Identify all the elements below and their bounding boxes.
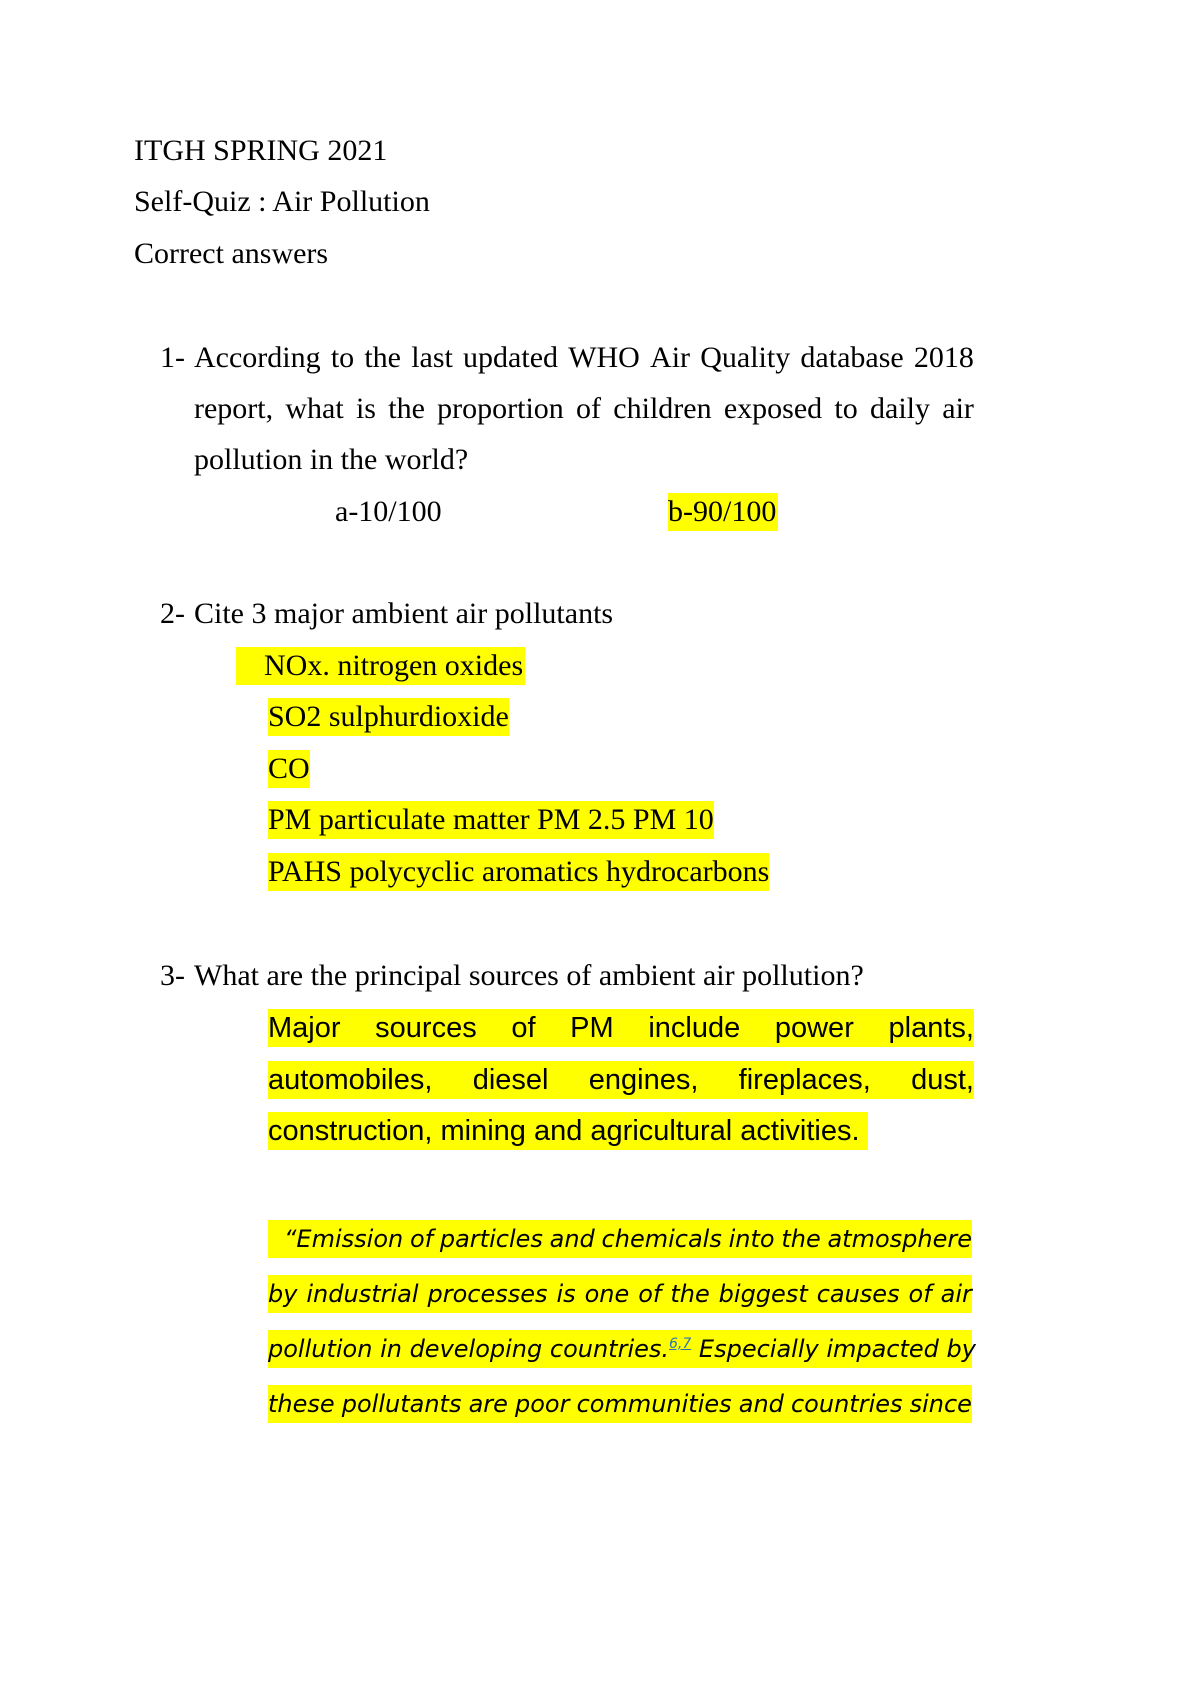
q3-quote-segment: Especially impacted by [691,1335,976,1363]
q3-quote-word: industrial [306,1280,419,1308]
q1-word: According [194,341,321,374]
q2-number: 2- [160,597,185,630]
q1-word: 2018 [913,341,974,374]
q3-answer-word: Major [268,1012,341,1044]
q1-word: air [942,392,974,425]
q3-question: What are the principal sources of ambient air pollution? [194,959,864,992]
q1-word: daily [870,392,930,425]
q3-quote-word: pollutants [341,1390,462,1418]
q3-quote-word: “Emission [284,1225,404,1253]
q1-word: proportion [437,392,564,425]
q1-word: children [613,392,712,425]
q3-quote-word: processes [427,1280,548,1308]
q3-answer-word: engines, [588,1064,699,1096]
q3-answer-line3: construction, mining and agricultural activities. [268,1112,868,1150]
q1-word: the [388,392,425,425]
q2-answer-co: CO [268,750,310,788]
quiz-subtitle: Self-Quiz : Air Pollution [134,185,430,218]
q3-answer-word: dust, [911,1064,974,1096]
q1-option-b-correct: b-90/100 [668,493,778,531]
q2-answer-nox: NOx. nitrogen oxides [236,647,525,685]
q3-answer-word: power [774,1012,854,1044]
q3-answer-word: PM [570,1012,614,1044]
q3-answer-line2 [268,1061,974,1099]
q3-quote-word: of [908,1280,932,1308]
q3-answer-word: include [648,1012,741,1044]
q3-quote-word: biggest [718,1280,808,1308]
q1-word: is [355,392,376,425]
q2-answer-pahs: PAHS polycyclic aromatics hydrocarbons [268,853,769,891]
q1-word: to [330,341,355,374]
q3-number: 3- [160,959,185,992]
q1-word: the [364,341,401,374]
q1-word: WHO [568,341,640,374]
correct-answers-label: Correct answers [134,237,329,270]
q2-answer-pm: PM particulate matter PM 2.5 PM 10 [268,801,714,839]
q3-quote-word: one [584,1280,630,1308]
q1-word: database [800,341,904,374]
document-title: ITGH SPRING 2021 [134,134,388,167]
q1-line2 [194,390,974,428]
q1-word: to [834,392,858,425]
q2-question: Cite 3 major ambient air pollutants [194,597,614,630]
q3-quote-word: of [409,1225,434,1253]
q3-quote-line3 [268,1330,976,1368]
q3-quote-word: are [468,1390,508,1418]
q1-word: last [411,341,453,374]
q1-option-a: a-10/100 [335,495,442,528]
q3-quote-word: since [909,1390,972,1418]
q1-word: what [285,392,344,425]
q3-quote-word: causes [816,1280,900,1308]
q3-quote-line4 [268,1385,972,1423]
q3-answer-word: sources [375,1012,477,1044]
q3-quote-word: countries [790,1390,903,1418]
q3-quote-text [268,1330,691,1368]
q3-quote-line1 [268,1220,972,1258]
q3-answer-word: diesel [472,1064,549,1096]
q3-quote-word: the [670,1280,710,1308]
q3-answer-word: fireplaces, [738,1064,871,1096]
q3-answer-line1 [268,1009,974,1047]
q3-quote-word: is [556,1280,576,1308]
q1-word: report, [194,392,274,425]
q3-quote-word: the [781,1225,821,1253]
q3-quote-word: chemicals [601,1225,722,1253]
q3-quote-word: atmosphere [827,1225,972,1253]
q3-quote-word: particles [439,1225,543,1253]
q3-answer-word: plants, [888,1012,974,1044]
q2-answer-so2: SO2 sulphurdioxide [268,698,509,736]
q3-answer-word: of [511,1012,536,1044]
q3-quote-word: air [940,1280,972,1308]
q3-quote-segment: pollution in developing countries. [268,1335,670,1363]
q1-word: Air [650,341,691,374]
q3-quote-word: into [728,1225,775,1253]
q1-number: 1- [160,341,185,374]
q3-quote-word: these [268,1390,335,1418]
q3-quote-word: poor [515,1390,570,1418]
q1-word: Quality [700,341,791,374]
q3-quote-word: and [738,1390,784,1418]
q1-line1 [194,339,974,377]
q1-word: exposed [723,392,823,425]
q3-quote-word: and [549,1225,595,1253]
q1-line3: pollution in the world? [194,443,469,476]
q3-quote-word: of [638,1280,662,1308]
q3-quote-word: by [268,1280,298,1308]
reference-link[interactable]: 6,7 [669,1336,692,1352]
q3-quote-word: communities [576,1390,732,1418]
q1-word: of [576,392,602,425]
q1-word: updated [463,341,559,374]
q3-answer-word: automobiles, [268,1064,433,1096]
q3-quote-line2 [268,1275,972,1313]
